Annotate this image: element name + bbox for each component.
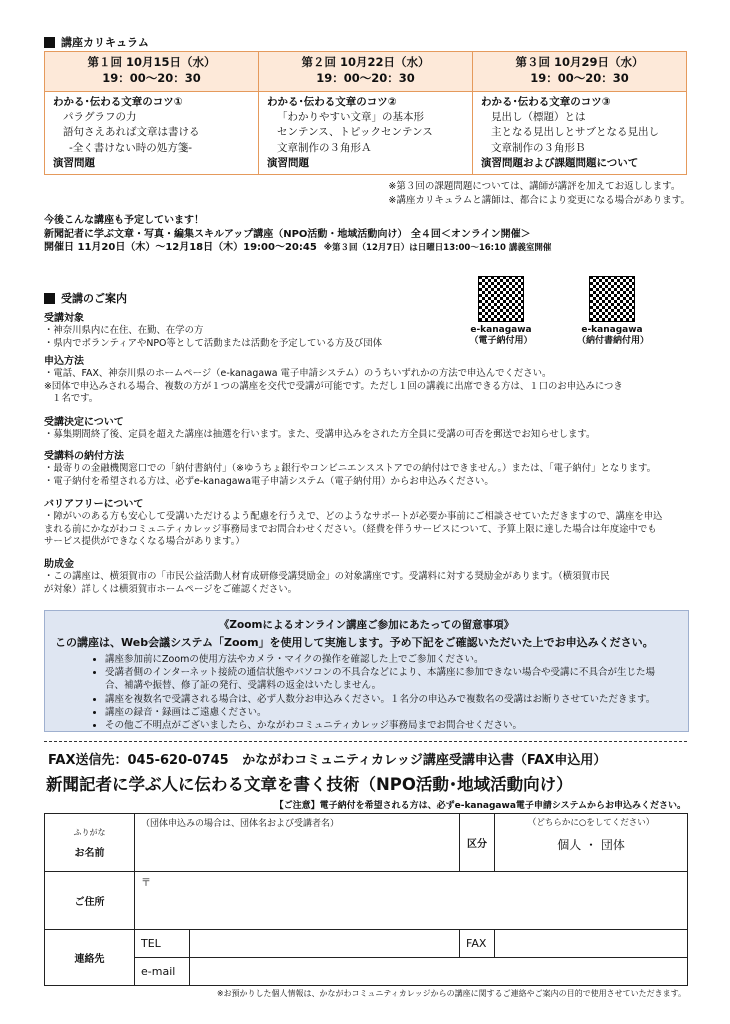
guide-heading: 受講のご案内 [44,290,127,306]
cut-line [44,741,687,742]
email-field[interactable] [190,958,688,986]
qr-code-icon [589,276,635,322]
session-2-header: 第２回 10月22日（水） 19：00〜20：30 [259,52,473,92]
course-title: 新聞記者に学ぶ人に伝わる文章を書く技術（NPO活動･地域活動向け） [46,775,573,794]
notice-item: • その他ご不明点がございましたら、かながわコミュニティカレッジ事務局までお問合せください。 [105,719,688,732]
privacy-note: ※お預かりした個人情報は、かながわコミュニティカレッジからの講座に関するご連絡やご案内の目的で使用させていただきます。 [216,989,686,998]
fax-label: FAX [460,930,495,958]
square-bullet-icon [44,293,55,304]
guide-apply: 申込方法 ・電話、FAX、神奈川県のホームページ（e-kanagawa 電子申請システム）のうちいずれかの方法で申込んでください。 ※団体で申込みされる場合、複数の方が１つの講座を交代で受講が可能です。ただし１回の講義に出席できる方は、１口のお申込みにつき １名です。 [44,356,623,405]
name-field[interactable]: （団体申込みの場合は、団体名および受講者名） [135,814,460,872]
notice-item: • 講座を複数名で受講される場合は、必ず人数分お申込みください。１名分の申込みで複数名の受講はお断りさせていただきます。 [105,693,688,706]
contact-label: 連絡先 [45,930,135,986]
notice-item: • 講座の録音・録画はご遠慮ください。 [105,706,688,719]
guide-subsidy: 助成金 ・この講座は、横須賀市の「市民公益活動人材育成研修受講奨励金」の対象講座です。受講料に対する奨励金があります。（横須賀市民 が対象）詳しくは横須賀市ホームページをご確認ください。 [44,559,610,595]
tel-label: TEL [135,930,190,958]
qr-code-electronic[interactable]: e-kanagawa （電子納付用） [466,276,536,347]
guide-payment: 受講料の納付方法 ・最寄りの金融機関窓口での「納付書納付」（※ゆうちょ銀行やコンビニエンスストアでの納付はできません。）または、「電子納付」となります。 ・電子納付を希望される方は、必ずe-kanagawa電子申請システム（電子納付用）からお申込みください。 [44,451,657,487]
address-field[interactable]: 〒 [135,872,688,930]
application-form [44,813,688,986]
name-label: ふりがな お名前 [45,814,135,872]
curriculum-table [44,51,687,175]
notice-item: 合、補講や振替、修了証の発行、受講料の返金はいたしません。 [105,680,382,692]
curriculum-notes: ※第３回の課題問題については、講師が講評を加えてお返しします。 ※講座カリキュラムと講師は、都合により変更になる場合があります。 [388,181,690,206]
guide-decision: 受講決定について ・募集期間終了後、定員を超えた講座は抽選を行います。また、受講申込みをされた方全員に受講の可否を郵送でお知らせします。 [44,417,596,440]
qr-code-bill[interactable]: e-kanagawa （納付書納付用） [577,276,647,347]
session-3-header: 第３回 10月29日（水） 19：00〜20：30 [473,52,687,92]
guide-barrier-free: バリアフリーについて ・障がいのある方も安心して受講いただけるよう配慮を行うえで、どのようなサポートが必要か事前にご相談させていただきますので、講座を申込 まれる前にかながわコミュニティカレッジ事務局までお問合わせください。（経費を伴うサービスについて、予算上限に達した場合は年度途中でも サービス提供ができなくなる場合があります。） [44,499,663,548]
address-label: ご住所 [45,872,135,930]
fax-field[interactable] [495,930,688,958]
upcoming-section: 今後こんな講座も予定しています！ 新聞記者に学ぶ文章・写真・編集スキルアップ講座（NPO活動・地域活動向け） 全４回＜オンライン開催＞ 開催日 11月20日（木）〜12月18日（木）19:00〜20:45 ※第３回（12月7日）は日曜日13:00〜16:10 講義室開催 [44,215,552,253]
zoom-notice: 《Zoomによるオンライン講座ご参加にあたっての留意事項》 この講座は、Web会議システム「Zoom」を使用して実施します。予め下記をご確認いただいた上でお申込みください。 • 講座参加前にZoomの使用方法やカメラ・マイクの操作を確認した上でご参加ください。 • 受講者側のインターネット接続の通信状態やパソコンの不具合などにより、本講座に参加できない場合や受講に不具合が生じた場 合、補講や振替、修了証の発行、受講料の返金はいたしません。 • 講座を複数名で受講される場合は、必ず人数分お申込みください。１名分の申込みで複数名の受講はお断りさせていただきます。 • 講座の録音・録画はご遠慮ください。 • その他ご不明点がございましたら、かながわコミュニティカレッジ事務局までお問合せください。 [44,610,689,732]
email-label: e-mail [135,958,190,986]
square-bullet-icon [44,37,55,48]
category-field[interactable]: （どちらかに○をしてください） 個人 ・ 団体 [495,814,688,872]
notice-item: • 講座参加前にZoomの使用方法やカメラ・マイクの操作を確認した上でご参加ください。 [105,653,688,666]
form-header: FAX送信先：045-620-0745 かながわコミュニティカレッジ講座受講申込書（FAX申込用） [48,753,607,768]
session-2-content: わかる･伝わる文章のコツ② 「わかりやすい文章」の基本形 センテンス、トピックセンテンス 文章制作の３角形Ａ 演習問題 [259,92,473,175]
guide-target: 受講対象 ・神奈川県内に在住、在勤、在学の方 ・県内でボランティアやNPO等として活動または活動を予定している方及び団体 [44,313,383,349]
notice-item: • 受講者側のインターネット接続の通信状態やパソコンの不具合などにより、本講座に参加できない場合や受講に不具合が生じた場 [105,666,688,679]
session-1-header: 第１回 10月15日（水） 19：00〜20：30 [45,52,259,92]
session-3-content: わかる･伝わる文章のコツ③ 見出し（標題）とは 主となる見出しとサブとなる見出し 文章制作の３角形Ｂ 演習問題および課題問題について [473,92,687,175]
curriculum-heading: 講座カリキュラム [44,34,149,50]
qr-code-icon [478,276,524,322]
tel-field[interactable] [190,930,460,958]
category-label: 区分 [460,814,495,872]
session-1-content: わかる･伝わる文章のコツ① パラグラフの力 語句さえあれば文章は書ける -全く書けない時の処方箋- 演習問題 [45,92,259,175]
form-caution: 【ご注意】電子納付を希望される方は、必ずe-kanagawa電子申請システムからお申込みください。 [274,801,686,811]
